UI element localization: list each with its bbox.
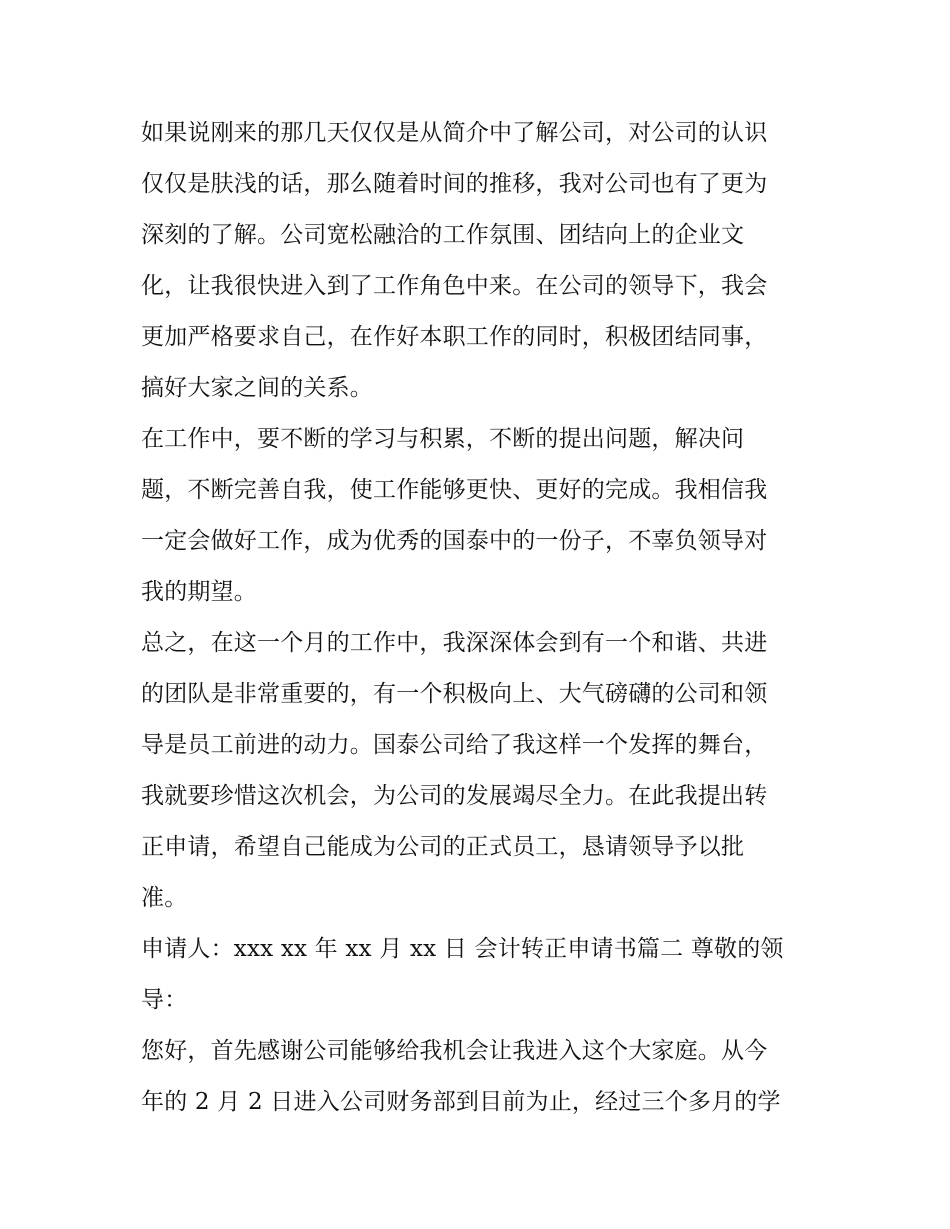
text-line: 您好，首先感谢公司能够给我机会让我进入这个大家庭。从今 <box>141 1038 768 1064</box>
text-line: 搞好大家之间的关系。 <box>141 375 373 401</box>
text-line: 仅仅是肤浅的话，那么随着时间的推移，我对公司也有了更为 <box>141 171 768 197</box>
text-line: 在工作中，要不断的学习与积累，不断的提出问题，解决问 <box>141 426 745 452</box>
text-line: 导： <box>141 987 188 1013</box>
text-line: 化，让我很快进入到了工作角色中来。在公司的领导下，我会 <box>141 273 768 299</box>
text-line: 我就要珍惜这次机会，为公司的发展竭尽全力。在此我提出转 <box>141 783 768 809</box>
text-line: 年的 2 月 2 日进入公司财务部到目前为止，经过三个多月的学 <box>141 1089 781 1115</box>
text-line: 准。 <box>141 885 188 911</box>
text-line: 我的期望。 <box>141 579 257 605</box>
text-line: 一定会做好工作，成为优秀的国泰中的一份子，不辜负领导对 <box>141 528 768 554</box>
document-body <box>141 108 821 1128</box>
text-line: 的团队是非常重要的，有一个积极向上、大气磅礴的公司和领 <box>141 681 768 707</box>
text-line: 题，不断完善自我，使工作能够更快、更好的完成。我相信我 <box>141 477 768 503</box>
text-line: 总之，在这一个月的工作中，我深深体会到有一个和谐、共进 <box>141 630 768 656</box>
text-line: 申请人：xxx xx 年 xx 月 xx 日 会计转正申请书篇二 尊敬的领 <box>141 936 784 962</box>
text-line: 正申请，希望自己能成为公司的正式员工，恳请领导予以批 <box>141 834 745 860</box>
text-line: 导是员工前进的动力。国泰公司给了我这样一个发挥的舞台， <box>141 732 768 758</box>
text-line: 如果说刚来的那几天仅仅是从简介中了解公司，对公司的认识 <box>141 120 768 146</box>
text-line: 深刻的了解。公司宽松融洽的工作氛围、团结向上的企业文 <box>141 222 745 248</box>
text-line: 更加严格要求自己，在作好本职工作的同时，积极团结同事， <box>141 324 768 350</box>
